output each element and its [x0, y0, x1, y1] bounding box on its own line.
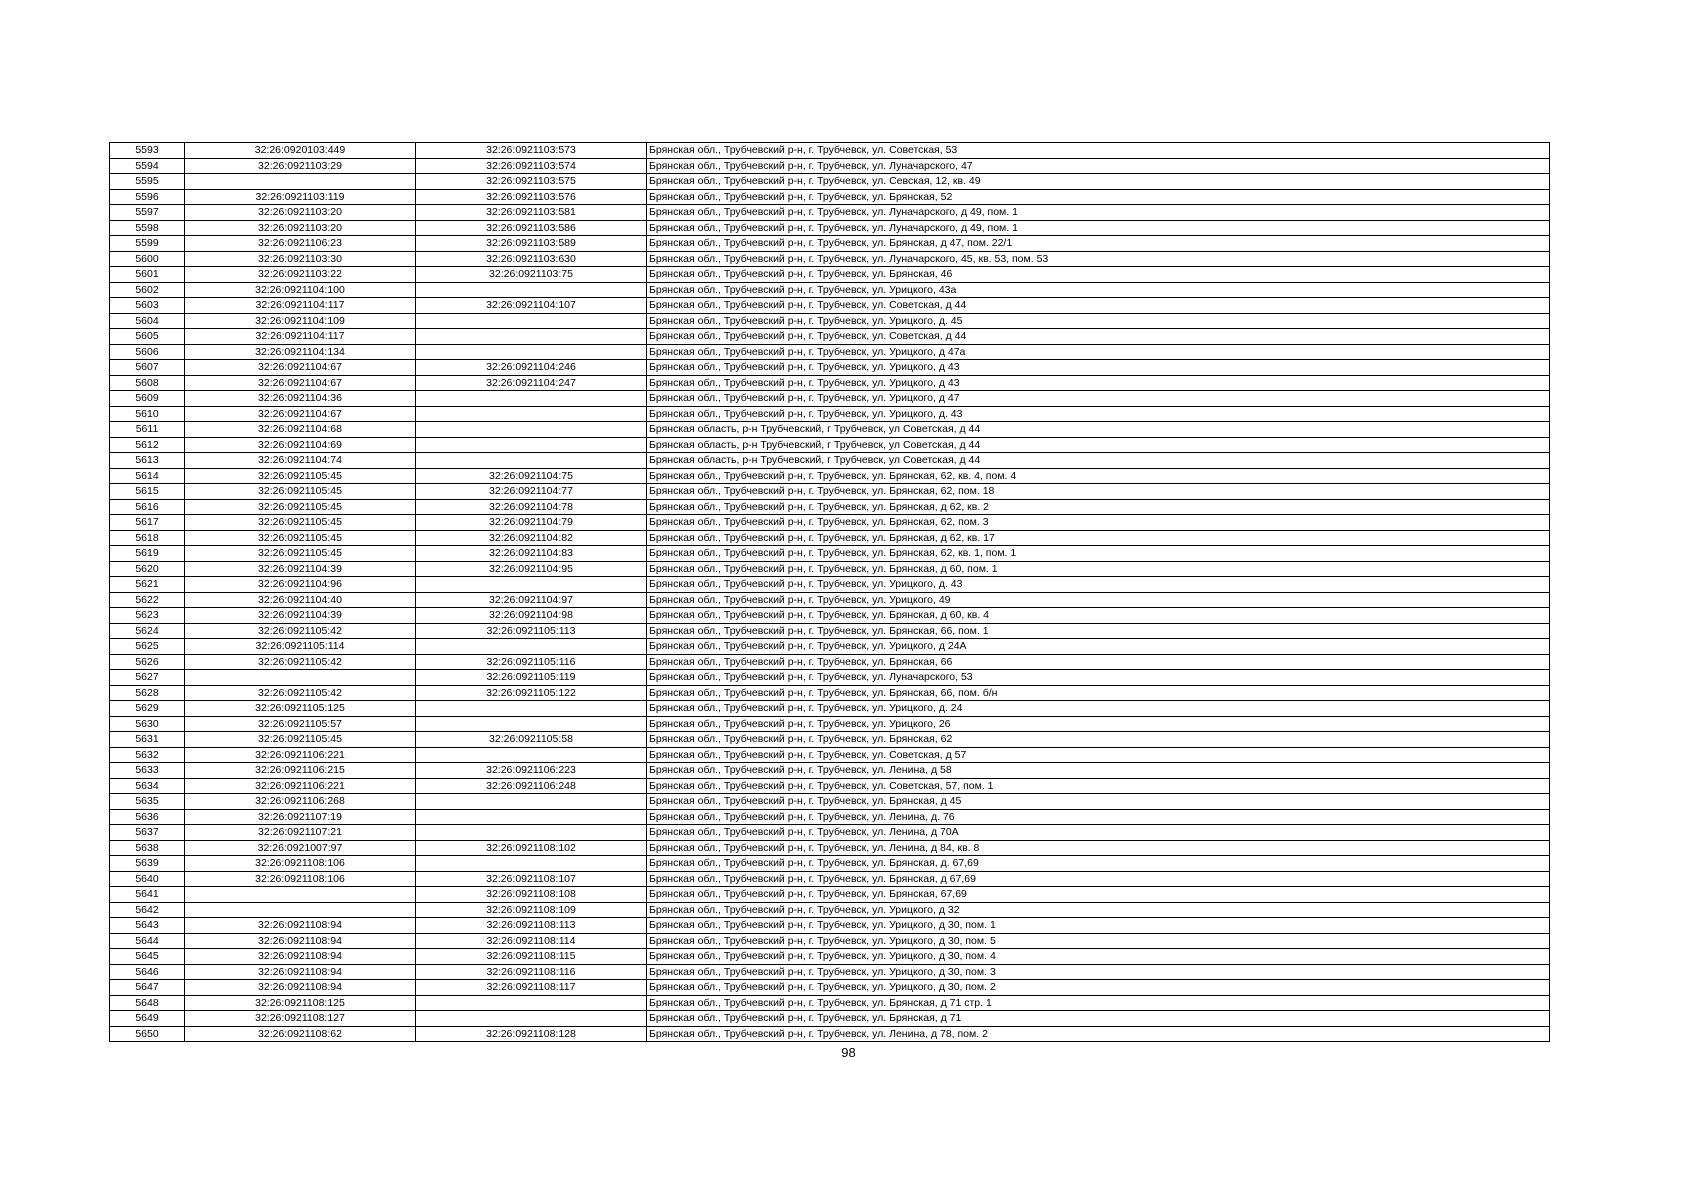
cadastral-number-parcel: 32:26:0921108:94 [185, 964, 416, 980]
cadastral-number-object: 32:26:0921103:630 [416, 251, 647, 267]
address-cell: Брянская обл., Трубчевский р-н, г. Трубчевск, ул. Брянская, д 60, пом. 1 [647, 561, 1550, 577]
cadastral-number-object: 32:26:0921103:576 [416, 189, 647, 205]
cadastral-number-parcel: 32:26:0921104:67 [185, 360, 416, 376]
cadastral-number-object: 32:26:0921104:77 [416, 484, 647, 500]
cadastral-number-parcel: 32:26:0921108:62 [185, 1026, 416, 1042]
row-number: 5616 [110, 499, 185, 515]
address-cell: Брянская область, р-н Трубчевский, г Трубчевск, ул Советская, д 44 [647, 453, 1550, 469]
row-number: 5631 [110, 732, 185, 748]
address-cell: Брянская обл., Трубчевский р-н, г. Трубчевск, ул. Луначарского, 53 [647, 670, 1550, 686]
cadastral-number-parcel: 32:26:0921103:20 [185, 205, 416, 221]
address-cell: Брянская обл., Трубчевский р-н, г. Трубчевск, ул. Брянская, 62, кв. 4, пом. 4 [647, 468, 1550, 484]
row-number: 5604 [110, 313, 185, 329]
cadastral-number-parcel: 32:26:0921106:23 [185, 236, 416, 252]
row-number: 5627 [110, 670, 185, 686]
cadastral-number-parcel: 32:26:0921106:215 [185, 763, 416, 779]
table-row [110, 809, 1550, 825]
row-number: 5649 [110, 1011, 185, 1027]
cadastral-number-object: 32:26:0921104:97 [416, 592, 647, 608]
cadastral-number-parcel: 32:26:0921105:57 [185, 716, 416, 732]
cadastral-number-parcel: 32:26:0921107:21 [185, 825, 416, 841]
table-row [110, 856, 1550, 872]
table-row [110, 406, 1550, 422]
cadastral-number-parcel: 32:26:0921105:45 [185, 468, 416, 484]
row-number: 5594 [110, 158, 185, 174]
cadastral-number-object [416, 313, 647, 329]
address-cell: Брянская обл., Трубчевский р-н, г. Трубчевск, ул. Брянская, 66, пом. 1 [647, 623, 1550, 639]
cadastral-number-parcel [185, 902, 416, 918]
table-row [110, 577, 1550, 593]
cadastral-number-object [416, 995, 647, 1011]
address-cell: Брянская обл., Трубчевский р-н, г. Трубчевск, ул. Урицкого, д. 43 [647, 406, 1550, 422]
cadastral-number-object: 32:26:0921103:589 [416, 236, 647, 252]
address-cell: Брянская обл., Трубчевский р-н, г. Трубчевск, ул. Севская, 12, кв. 49 [647, 174, 1550, 190]
row-number: 5650 [110, 1026, 185, 1042]
cadastral-number-object [416, 282, 647, 298]
row-number: 5596 [110, 189, 185, 205]
table-row [110, 360, 1550, 376]
table-row [110, 1011, 1550, 1027]
table-row [110, 484, 1550, 500]
address-cell: Брянская обл., Трубчевский р-н, г. Трубчевск, ул. Луначарского, 47 [647, 158, 1550, 174]
cadastral-number-parcel: 32:26:0921104:134 [185, 344, 416, 360]
row-number: 5644 [110, 933, 185, 949]
table-row [110, 499, 1550, 515]
table-row [110, 825, 1550, 841]
cadastral-number-object: 32:26:0921108:108 [416, 887, 647, 903]
table-row [110, 902, 1550, 918]
cadastral-number-object: 32:26:0921105:113 [416, 623, 647, 639]
row-number: 5595 [110, 174, 185, 190]
row-number: 5619 [110, 546, 185, 562]
row-number: 5634 [110, 778, 185, 794]
table-row [110, 949, 1550, 965]
table-row [110, 995, 1550, 1011]
cadastral-number-object: 32:26:0921104:107 [416, 298, 647, 314]
row-number: 5609 [110, 391, 185, 407]
cadastral-number-parcel: 32:26:0921108:127 [185, 1011, 416, 1027]
address-cell: Брянская обл., Трубчевский р-н, г. Трубчевск, ул. Урицкого, 49 [647, 592, 1550, 608]
table-row [110, 732, 1550, 748]
table-row [110, 840, 1550, 856]
row-number: 5593 [110, 143, 185, 159]
table-row [110, 561, 1550, 577]
cadastral-number-parcel: 32:26:0920103:449 [185, 143, 416, 159]
row-number: 5622 [110, 592, 185, 608]
table-row [110, 313, 1550, 329]
address-cell: Брянская обл., Трубчевский р-н, г. Трубчевск, ул. Урицкого, д 30, пом. 2 [647, 980, 1550, 996]
row-number: 5628 [110, 685, 185, 701]
row-number: 5615 [110, 484, 185, 500]
cadastral-number-object: 32:26:0921106:223 [416, 763, 647, 779]
table-row [110, 592, 1550, 608]
table-row [110, 701, 1550, 717]
table-row [110, 158, 1550, 174]
cadastral-number-object: 32:26:0921104:83 [416, 546, 647, 562]
row-number: 5638 [110, 840, 185, 856]
table-row [110, 391, 1550, 407]
cadastral-number-object [416, 716, 647, 732]
cadastral-number-object: 32:26:0921106:248 [416, 778, 647, 794]
address-cell: Брянская обл., Трубчевский р-н, г. Трубчевск, ул. Урицкого, 43а [647, 282, 1550, 298]
cadastral-number-object [416, 437, 647, 453]
row-number: 5633 [110, 763, 185, 779]
address-cell: Брянская обл., Трубчевский р-н, г. Трубчевск, ул. Урицкого, д 24А [647, 639, 1550, 655]
cadastral-number-object [416, 825, 647, 841]
address-cell: Брянская обл., Трубчевский р-н, г. Трубчевск, ул. Урицкого, д 30, пом. 4 [647, 949, 1550, 965]
table-row [110, 1026, 1550, 1042]
cadastral-number-parcel: 32:26:0921103:30 [185, 251, 416, 267]
row-number: 5607 [110, 360, 185, 376]
row-number: 5645 [110, 949, 185, 965]
row-number: 5606 [110, 344, 185, 360]
cadastral-number-object: 32:26:0921104:247 [416, 375, 647, 391]
row-number: 5612 [110, 437, 185, 453]
table-row [110, 887, 1550, 903]
address-cell: Брянская обл., Трубчевский р-н, г. Трубчевск, ул. Урицкого, д 43 [647, 375, 1550, 391]
address-cell: Брянская обл., Трубчевский р-н, г. Трубчевск, ул. Ленина, д 78, пом. 2 [647, 1026, 1550, 1042]
cadastral-number-object [416, 794, 647, 810]
row-number: 5641 [110, 887, 185, 903]
cadastral-number-object [416, 747, 647, 763]
cadastral-number-object: 32:26:0921104:95 [416, 561, 647, 577]
row-number: 5623 [110, 608, 185, 624]
cadastral-number-parcel: 32:26:0921108:106 [185, 856, 416, 872]
cadastral-number-object [416, 856, 647, 872]
table-row [110, 267, 1550, 283]
cadastral-number-object: 32:26:0921105:122 [416, 685, 647, 701]
address-cell: Брянская обл., Трубчевский р-н, г. Трубчевск, ул. Урицкого, д 30, пом. 5 [647, 933, 1550, 949]
cadastral-number-parcel: 32:26:0921108:125 [185, 995, 416, 1011]
address-cell: Брянская обл., Трубчевский р-н, г. Трубчевск, ул. Брянская, д 67,69 [647, 871, 1550, 887]
cadastral-number-parcel: 32:26:0921106:221 [185, 778, 416, 794]
table-row [110, 205, 1550, 221]
row-number: 5637 [110, 825, 185, 841]
table-row [110, 422, 1550, 438]
cadastral-number-object: 32:26:0921108:109 [416, 902, 647, 918]
cadastral-number-parcel: 32:26:0921104:109 [185, 313, 416, 329]
table-row [110, 933, 1550, 949]
row-number: 5635 [110, 794, 185, 810]
cadastral-number-parcel: 32:26:0921105:45 [185, 515, 416, 531]
table-row [110, 298, 1550, 314]
address-cell: Брянская обл., Трубчевский р-н, г. Трубчевск, ул. Луначарского, д 49, пом. 1 [647, 220, 1550, 236]
address-cell: Брянская обл., Трубчевский р-н, г. Трубчевск, ул. Брянская, д. 67,69 [647, 856, 1550, 872]
cadastral-number-object: 32:26:0921105:58 [416, 732, 647, 748]
row-number: 5642 [110, 902, 185, 918]
table-row [110, 871, 1550, 887]
cadastral-number-parcel: 32:26:0921105:45 [185, 499, 416, 515]
cadastral-number-parcel: 32:26:0921104:117 [185, 298, 416, 314]
cadastral-number-parcel: 32:26:0921104:117 [185, 329, 416, 345]
table-row [110, 639, 1550, 655]
row-number: 5646 [110, 964, 185, 980]
cadastral-number-object: 32:26:0921108:115 [416, 949, 647, 965]
address-cell: Брянская обл., Трубчевский р-н, г. Трубчевск, ул. Брянская, 62 [647, 732, 1550, 748]
cadastral-number-parcel: 32:26:0921107:19 [185, 809, 416, 825]
row-number: 5624 [110, 623, 185, 639]
table-row [110, 964, 1550, 980]
cadastral-number-parcel: 32:26:0921108:106 [185, 871, 416, 887]
cadastral-number-parcel: 32:26:0921104:68 [185, 422, 416, 438]
address-cell: Брянская обл., Трубчевский р-н, г. Трубчевск, ул. Урицкого, 26 [647, 716, 1550, 732]
address-cell: Брянская обл., Трубчевский р-н, г. Трубчевск, ул. Брянская, 52 [647, 189, 1550, 205]
address-cell: Брянская область, р-н Трубчевский, г Трубчевск, ул Советская, д 44 [647, 437, 1550, 453]
row-number: 5648 [110, 995, 185, 1011]
page-number: 98 [841, 1045, 856, 1060]
cadastral-number-parcel: 32:26:0921108:94 [185, 933, 416, 949]
table-row [110, 375, 1550, 391]
row-number: 5599 [110, 236, 185, 252]
table-body [110, 143, 1550, 1042]
address-cell: Брянская обл., Трубчевский р-н, г. Трубчевск, ул. Брянская, 66 [647, 654, 1550, 670]
address-cell: Брянская обл., Трубчевский р-н, г. Трубчевск, ул. Брянская, д 47, пом. 22/1 [647, 236, 1550, 252]
cadastral-number-object: 32:26:0921108:116 [416, 964, 647, 980]
table-row [110, 980, 1550, 996]
cadastral-number-parcel: 32:26:0921105:45 [185, 546, 416, 562]
address-cell: Брянская обл., Трубчевский р-н, г. Трубчевск, ул. Советская, д 44 [647, 329, 1550, 345]
table-row [110, 794, 1550, 810]
cadastral-number-object [416, 453, 647, 469]
table-row [110, 453, 1550, 469]
cadastral-number-parcel: 32:26:0921105:125 [185, 701, 416, 717]
cadastral-number-object: 32:26:0921108:117 [416, 980, 647, 996]
row-number: 5621 [110, 577, 185, 593]
table-row [110, 143, 1550, 159]
cadastral-number-parcel: 32:26:0921108:94 [185, 949, 416, 965]
table-row [110, 685, 1550, 701]
address-cell: Брянская обл., Трубчевский р-н, г. Трубчевск, ул. Ленина, д 84, кв. 8 [647, 840, 1550, 856]
cadastral-number-object [416, 1011, 647, 1027]
row-number: 5647 [110, 980, 185, 996]
table-row [110, 174, 1550, 190]
cadastral-number-object [416, 391, 647, 407]
cadastral-number-parcel: 32:26:0921104:69 [185, 437, 416, 453]
cadastral-number-object: 32:26:0921103:75 [416, 267, 647, 283]
cadastral-number-object: 32:26:0921108:114 [416, 933, 647, 949]
table-row [110, 282, 1550, 298]
cadastral-number-parcel [185, 174, 416, 190]
address-cell: Брянская обл., Трубчевский р-н, г. Трубчевск, ул. Урицкого, д 30, пом. 1 [647, 918, 1550, 934]
address-cell: Брянская область, р-н Трубчевский, г Трубчевск, ул Советская, д 44 [647, 422, 1550, 438]
row-number: 5614 [110, 468, 185, 484]
table-row [110, 468, 1550, 484]
cadastral-number-parcel: 32:26:0921105:45 [185, 530, 416, 546]
address-cell: Брянская обл., Трубчевский р-н, г. Трубчевск, ул. Ленина, д 58 [647, 763, 1550, 779]
address-cell: Брянская обл., Трубчевский р-н, г. Трубчевск, ул. Урицкого, д 32 [647, 902, 1550, 918]
table-row [110, 778, 1550, 794]
cadastral-number-object [416, 422, 647, 438]
cadastral-number-parcel: 32:26:0921104:40 [185, 592, 416, 608]
row-number: 5601 [110, 267, 185, 283]
table-row [110, 546, 1550, 562]
address-cell: Брянская обл., Трубчевский р-н, г. Трубчевск, ул. Урицкого, д 30, пом. 3 [647, 964, 1550, 980]
row-number: 5636 [110, 809, 185, 825]
cadastral-number-parcel: 32:26:0921104:74 [185, 453, 416, 469]
cadastral-number-parcel: 32:26:0921007:97 [185, 840, 416, 856]
cadastral-number-object: 32:26:0921108:113 [416, 918, 647, 934]
table-row [110, 918, 1550, 934]
table-row [110, 716, 1550, 732]
row-number: 5617 [110, 515, 185, 531]
row-number: 5605 [110, 329, 185, 345]
cadastral-number-parcel: 32:26:0921108:94 [185, 980, 416, 996]
row-number: 5600 [110, 251, 185, 267]
cadastral-number-object [416, 577, 647, 593]
row-number: 5611 [110, 422, 185, 438]
address-cell: Брянская обл., Трубчевский р-н, г. Трубчевск, ул. Советская, д 57 [647, 747, 1550, 763]
address-cell: Брянская обл., Трубчевский р-н, г. Трубчевск, ул. Урицкого, д. 45 [647, 313, 1550, 329]
cadastral-number-parcel: 32:26:0921105:42 [185, 623, 416, 639]
table-row [110, 608, 1550, 624]
address-cell: Брянская обл., Трубчевский р-н, г. Трубчевск, ул. Луначарского, 45, кв. 53, пом. 53 [647, 251, 1550, 267]
row-number: 5602 [110, 282, 185, 298]
row-number: 5598 [110, 220, 185, 236]
records-table [109, 142, 1550, 1042]
table-row [110, 515, 1550, 531]
cadastral-number-parcel: 32:26:0921103:29 [185, 158, 416, 174]
cadastral-number-parcel: 32:26:0921104:67 [185, 406, 416, 422]
cadastral-number-object: 32:26:0921108:102 [416, 840, 647, 856]
cadastral-number-parcel: 32:26:0921108:94 [185, 918, 416, 934]
row-number: 5618 [110, 530, 185, 546]
cadastral-number-parcel: 32:26:0921105:114 [185, 639, 416, 655]
address-cell: Брянская обл., Трубчевский р-н, г. Трубчевск, ул. Советская, 53 [647, 143, 1550, 159]
cadastral-number-object: 32:26:0921103:581 [416, 205, 647, 221]
cadastral-number-object: 32:26:0921103:574 [416, 158, 647, 174]
cadastral-number-parcel: 32:26:0921105:42 [185, 685, 416, 701]
address-cell: Брянская обл., Трубчевский р-н, г. Трубчевск, ул. Советская, д 44 [647, 298, 1550, 314]
table-row [110, 251, 1550, 267]
address-cell: Брянская обл., Трубчевский р-н, г. Трубчевск, ул. Брянская, 66, пом. б/н [647, 685, 1550, 701]
address-cell: Брянская обл., Трубчевский р-н, г. Трубчевск, ул. Брянская, д 62, кв. 17 [647, 530, 1550, 546]
row-number: 5613 [110, 453, 185, 469]
cadastral-number-object: 32:26:0921105:116 [416, 654, 647, 670]
row-number: 5639 [110, 856, 185, 872]
cadastral-number-object [416, 329, 647, 345]
cadastral-number-object: 32:26:0921108:107 [416, 871, 647, 887]
cadastral-number-parcel: 32:26:0921104:36 [185, 391, 416, 407]
address-cell: Брянская обл., Трубчевский р-н, г. Трубчевск, ул. Урицкого, д. 24 [647, 701, 1550, 717]
cadastral-number-object [416, 639, 647, 655]
address-cell: Брянская обл., Трубчевский р-н, г. Трубчевск, ул. Брянская, д 60, кв. 4 [647, 608, 1550, 624]
table-row [110, 623, 1550, 639]
cadastral-number-object: 32:26:0921108:128 [416, 1026, 647, 1042]
cadastral-number-parcel: 32:26:0921104:39 [185, 608, 416, 624]
table-row [110, 763, 1550, 779]
cadastral-number-parcel: 32:26:0921105:42 [185, 654, 416, 670]
address-cell: Брянская обл., Трубчевский р-н, г. Трубчевск, ул. Советская, 57, пом. 1 [647, 778, 1550, 794]
row-number: 5610 [110, 406, 185, 422]
row-number: 5643 [110, 918, 185, 934]
cadastral-number-object: 32:26:0921104:78 [416, 499, 647, 515]
address-cell: Брянская обл., Трубчевский р-н, г. Трубчевск, ул. Ленина, д 70А [647, 825, 1550, 841]
address-cell: Брянская обл., Трубчевский р-н, г. Трубчевск, ул. Брянская, 62, пом. 3 [647, 515, 1550, 531]
cadastral-number-parcel: 32:26:0921105:45 [185, 484, 416, 500]
address-cell: Брянская обл., Трубчевский р-н, г. Трубчевск, ул. Брянская, 62, пом. 18 [647, 484, 1550, 500]
row-number: 5620 [110, 561, 185, 577]
address-cell: Брянская обл., Трубчевский р-н, г. Трубчевск, ул. Урицкого, д. 43 [647, 577, 1550, 593]
row-number: 5608 [110, 375, 185, 391]
table-row [110, 747, 1550, 763]
cadastral-number-object: 32:26:0921103:575 [416, 174, 647, 190]
cadastral-number-parcel: 32:26:0921106:268 [185, 794, 416, 810]
cadastral-number-object [416, 344, 647, 360]
address-cell: Брянская обл., Трубчевский р-н, г. Трубчевск, ул. Брянская, 46 [647, 267, 1550, 283]
address-cell: Брянская обл., Трубчевский р-н, г. Трубчевск, ул. Брянская, д 62, кв. 2 [647, 499, 1550, 515]
cadastral-number-object: 32:26:0921104:79 [416, 515, 647, 531]
address-cell: Брянская обл., Трубчевский р-н, г. Трубчевск, ул. Брянская, д 45 [647, 794, 1550, 810]
cadastral-number-parcel: 32:26:0921103:119 [185, 189, 416, 205]
cadastral-number-parcel: 32:26:0921103:22 [185, 267, 416, 283]
cadastral-number-parcel: 32:26:0921103:20 [185, 220, 416, 236]
row-number: 5632 [110, 747, 185, 763]
table-row [110, 654, 1550, 670]
cadastral-number-object [416, 701, 647, 717]
cadastral-number-object: 32:26:0921104:82 [416, 530, 647, 546]
table-row [110, 236, 1550, 252]
address-cell: Брянская обл., Трубчевский р-н, г. Трубчевск, ул. Ленина, д. 76 [647, 809, 1550, 825]
table-row [110, 329, 1550, 345]
cadastral-number-parcel: 32:26:0921104:100 [185, 282, 416, 298]
row-number: 5597 [110, 205, 185, 221]
address-cell: Брянская обл., Трубчевский р-н, г. Трубчевск, ул. Урицкого, д 43 [647, 360, 1550, 376]
row-number: 5640 [110, 871, 185, 887]
address-cell: Брянская обл., Трубчевский р-н, г. Трубчевск, ул. Брянская, 67,69 [647, 887, 1550, 903]
cadastral-number-object: 32:26:0921104:75 [416, 468, 647, 484]
address-cell: Брянская обл., Трубчевский р-н, г. Трубчевск, ул. Луначарского, д 49, пом. 1 [647, 205, 1550, 221]
table-row [110, 189, 1550, 205]
table-row [110, 530, 1550, 546]
row-number: 5603 [110, 298, 185, 314]
address-cell: Брянская обл., Трубчевский р-н, г. Трубчевск, ул. Урицкого, д 47а [647, 344, 1550, 360]
row-number: 5626 [110, 654, 185, 670]
cadastral-number-parcel: 32:26:0921104:96 [185, 577, 416, 593]
table-row [110, 344, 1550, 360]
cadastral-number-parcel [185, 887, 416, 903]
cadastral-number-object [416, 406, 647, 422]
cadastral-number-parcel: 32:26:0921104:67 [185, 375, 416, 391]
address-cell: Брянская обл., Трубчевский р-н, г. Трубчевск, ул. Брянская, д 71 стр. 1 [647, 995, 1550, 1011]
cadastral-number-object: 32:26:0921103:586 [416, 220, 647, 236]
row-number: 5629 [110, 701, 185, 717]
address-cell: Брянская обл., Трубчевский р-н, г. Трубчевск, ул. Брянская, д 71 [647, 1011, 1550, 1027]
row-number: 5625 [110, 639, 185, 655]
cadastral-number-parcel: 32:26:0921104:39 [185, 561, 416, 577]
table-row [110, 670, 1550, 686]
cadastral-number-object: 32:26:0921104:246 [416, 360, 647, 376]
cadastral-number-object: 32:26:0921105:119 [416, 670, 647, 686]
cadastral-number-object: 32:26:0921104:98 [416, 608, 647, 624]
address-cell: Брянская обл., Трубчевский р-н, г. Трубчевск, ул. Урицкого, д 47 [647, 391, 1550, 407]
cadastral-number-parcel [185, 670, 416, 686]
cadastral-number-parcel: 32:26:0921105:45 [185, 732, 416, 748]
row-number: 5630 [110, 716, 185, 732]
cadastral-number-object [416, 809, 647, 825]
table-row [110, 437, 1550, 453]
address-cell: Брянская обл., Трубчевский р-н, г. Трубчевск, ул. Брянская, 62, кв. 1, пом. 1 [647, 546, 1550, 562]
cadastral-number-parcel: 32:26:0921106:221 [185, 747, 416, 763]
table-row [110, 220, 1550, 236]
cadastral-number-object: 32:26:0921103:573 [416, 143, 647, 159]
